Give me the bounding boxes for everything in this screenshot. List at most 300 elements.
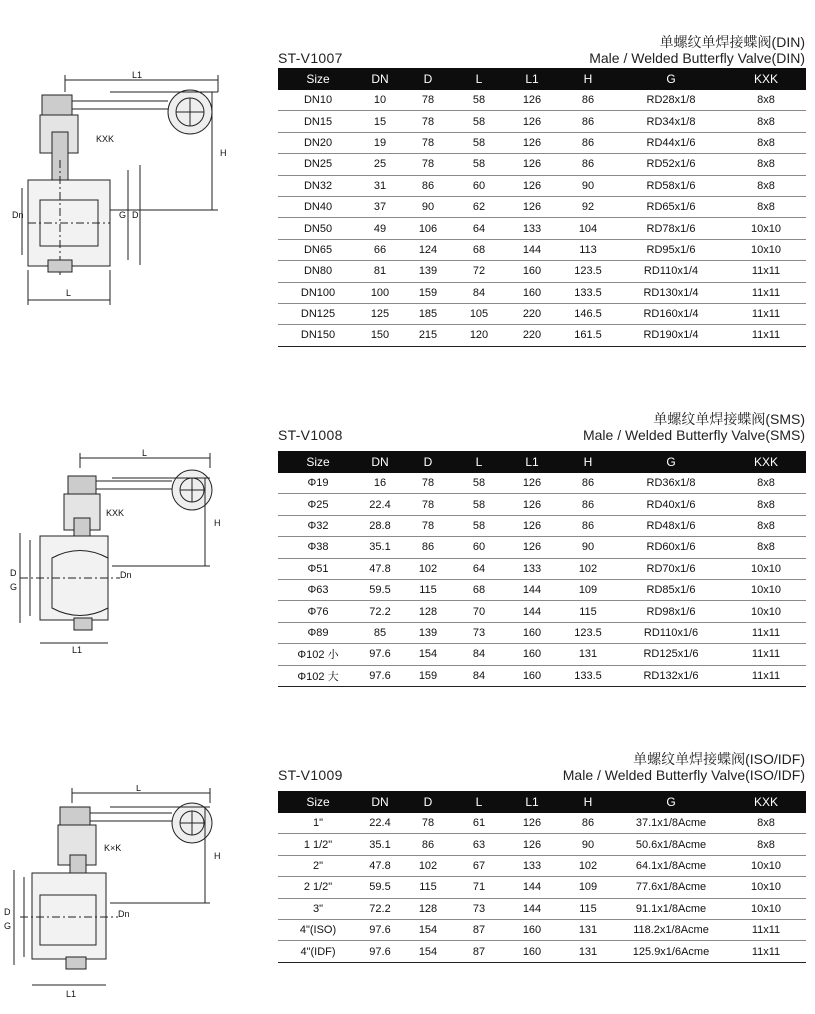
product-code: ST-V1007 bbox=[278, 50, 343, 66]
table-cell: 154 bbox=[402, 941, 454, 962]
table-cell: 4"(IDF) bbox=[278, 941, 358, 962]
table-cell: RD98x1/6 bbox=[616, 601, 726, 622]
column-header: G bbox=[616, 451, 726, 473]
table-cell: 10x10 bbox=[726, 855, 806, 876]
dim-d-label: D bbox=[4, 907, 11, 917]
table-cell: 64.1x1/8Acme bbox=[616, 855, 726, 876]
section-title-en: Male / Welded Butterfly Valve(SMS) bbox=[582, 427, 805, 443]
column-header: L1 bbox=[504, 791, 560, 813]
table-cell: RD44x1/6 bbox=[616, 132, 726, 153]
section-title-cn: 单螺纹单焊接蝶阀(ISO/IDF) bbox=[633, 751, 805, 767]
table-cell: 86 bbox=[560, 813, 616, 834]
table-cell: 115 bbox=[560, 898, 616, 919]
table-cell: 144 bbox=[504, 579, 560, 600]
table-cell: 22.4 bbox=[358, 813, 402, 834]
dim-g-label: G bbox=[10, 582, 18, 592]
table-cell: 68 bbox=[454, 579, 504, 600]
table-cell: RD160x1/4 bbox=[616, 303, 726, 324]
table-cell: 144 bbox=[504, 877, 560, 898]
table-cell: Φ19 bbox=[278, 473, 358, 494]
section-title-en: Male / Welded Butterfly Valve(DIN) bbox=[589, 50, 805, 66]
table-row bbox=[278, 515, 806, 536]
column-header: H bbox=[560, 451, 616, 473]
table-row bbox=[278, 196, 806, 217]
table-cell: DN32 bbox=[278, 175, 358, 196]
table-cell: 161.5 bbox=[560, 325, 616, 346]
section-title-cn: 单螺纹单焊接蝶阀(SMS) bbox=[653, 411, 805, 427]
table-cell: 11x11 bbox=[726, 622, 806, 643]
table-cell: 125.9x1/6Acme bbox=[616, 941, 726, 962]
table-cell: 160 bbox=[504, 622, 560, 643]
table-row bbox=[278, 855, 806, 876]
table-cell: 50.6x1/8Acme bbox=[616, 834, 726, 855]
table-cell: 72 bbox=[454, 261, 504, 282]
table-cell: 126 bbox=[504, 473, 560, 494]
product-code: ST-V1008 bbox=[278, 427, 343, 443]
table-row bbox=[278, 579, 806, 600]
table-row bbox=[278, 665, 806, 686]
table-cell: 126 bbox=[504, 515, 560, 536]
table-cell: 58 bbox=[454, 132, 504, 153]
table-cell: RD28x1/8 bbox=[616, 90, 726, 111]
table-row bbox=[278, 325, 806, 346]
dim-g-label: G bbox=[119, 210, 127, 220]
table-cell: 113 bbox=[560, 239, 616, 260]
table-cell: RD125x1/6 bbox=[616, 644, 726, 665]
table-cell: 102 bbox=[402, 558, 454, 579]
dim-l1-label: L1 bbox=[72, 645, 83, 655]
table-cell: 84 bbox=[454, 665, 504, 686]
table-cell: 49 bbox=[358, 218, 402, 239]
table-cell: 8x8 bbox=[726, 90, 806, 111]
table-cell: DN80 bbox=[278, 261, 358, 282]
table-cell: 123.5 bbox=[560, 261, 616, 282]
column-header: D bbox=[402, 791, 454, 813]
table-cell: 87 bbox=[454, 941, 504, 962]
table-cell: 86 bbox=[560, 515, 616, 536]
table-cell: 10x10 bbox=[726, 239, 806, 260]
column-header: DN bbox=[358, 68, 402, 90]
table-cell: 10 bbox=[358, 90, 402, 111]
table-cell: 84 bbox=[454, 282, 504, 303]
table-cell: RD78x1/6 bbox=[616, 218, 726, 239]
table-header-row bbox=[278, 68, 806, 90]
table-row bbox=[278, 494, 806, 515]
table-cell: Φ89 bbox=[278, 622, 358, 643]
table-cell: 86 bbox=[560, 132, 616, 153]
dim-l1-label: L1 bbox=[66, 989, 77, 999]
table-row bbox=[278, 218, 806, 239]
table-cell: 72.2 bbox=[358, 898, 402, 919]
table-cell: RD110x1/4 bbox=[616, 261, 726, 282]
table-cell: Φ102 大 bbox=[278, 665, 358, 686]
table-cell: 35.1 bbox=[358, 834, 402, 855]
table-cell: 92 bbox=[560, 196, 616, 217]
table-cell: 115 bbox=[402, 877, 454, 898]
table-cell: 11x11 bbox=[726, 261, 806, 282]
table-cell: 126 bbox=[504, 494, 560, 515]
table-cell: RD130x1/4 bbox=[616, 282, 726, 303]
table-cell: 73 bbox=[454, 622, 504, 643]
table-cell: 109 bbox=[560, 579, 616, 600]
table-cell: 150 bbox=[358, 325, 402, 346]
table-cell: 87 bbox=[454, 919, 504, 940]
dim-l-label: L bbox=[136, 785, 142, 793]
table-cell: 220 bbox=[504, 303, 560, 324]
table-cell: 59.5 bbox=[358, 579, 402, 600]
table-cell: 58 bbox=[454, 494, 504, 515]
table-cell: 60 bbox=[454, 537, 504, 558]
table-cell: 11x11 bbox=[726, 919, 806, 940]
table-cell: 10x10 bbox=[726, 877, 806, 898]
table-cell: DN25 bbox=[278, 154, 358, 175]
product-code: ST-V1009 bbox=[278, 767, 343, 783]
table-cell: 126 bbox=[504, 111, 560, 132]
table-row bbox=[278, 941, 806, 962]
table-cell: 144 bbox=[504, 898, 560, 919]
spec-table bbox=[278, 451, 806, 687]
table-cell: 144 bbox=[504, 601, 560, 622]
column-header: KXK bbox=[726, 791, 806, 813]
table-cell: 91.1x1/8Acme bbox=[616, 898, 726, 919]
table-cell: 78 bbox=[402, 515, 454, 536]
column-header: L1 bbox=[504, 68, 560, 90]
table-cell: 144 bbox=[504, 239, 560, 260]
table-cell: 139 bbox=[402, 261, 454, 282]
table-cell: 86 bbox=[560, 494, 616, 515]
table-cell: RD52x1/6 bbox=[616, 154, 726, 175]
dim-d-label: D bbox=[10, 568, 17, 578]
dim-d-label: D bbox=[132, 210, 139, 220]
table-cell: 47.8 bbox=[358, 855, 402, 876]
dim-dn-label: Dn bbox=[12, 210, 24, 220]
table-cell: 81 bbox=[358, 261, 402, 282]
table-cell: 86 bbox=[402, 175, 454, 196]
table-cell: RD65x1/6 bbox=[616, 196, 726, 217]
table-row bbox=[278, 261, 806, 282]
table-cell: 25 bbox=[358, 154, 402, 175]
table-row bbox=[278, 282, 806, 303]
table-cell: 8x8 bbox=[726, 175, 806, 196]
valve-drawing bbox=[0, 70, 240, 310]
table-cell: 126 bbox=[504, 813, 560, 834]
dim-kxk-label: K×K bbox=[104, 843, 122, 853]
table-cell: 67 bbox=[454, 855, 504, 876]
table-cell: 58 bbox=[454, 515, 504, 536]
table-cell: 64 bbox=[454, 558, 504, 579]
table-cell: 123.5 bbox=[560, 622, 616, 643]
table-cell: 86 bbox=[560, 154, 616, 175]
table-cell: 90 bbox=[560, 537, 616, 558]
table-cell: DN150 bbox=[278, 325, 358, 346]
table-cell: 159 bbox=[402, 665, 454, 686]
table-cell: 11x11 bbox=[726, 282, 806, 303]
table-cell: 220 bbox=[504, 325, 560, 346]
table-cell: RD60x1/6 bbox=[616, 537, 726, 558]
table-cell: 160 bbox=[504, 261, 560, 282]
table-cell: 1 1/2" bbox=[278, 834, 358, 855]
table-cell: 15 bbox=[358, 111, 402, 132]
table-cell: 2" bbox=[278, 855, 358, 876]
table-cell: 1" bbox=[278, 813, 358, 834]
table-cell: 16 bbox=[358, 473, 402, 494]
table-cell: 37.1x1/8Acme bbox=[616, 813, 726, 834]
table-cell: Φ76 bbox=[278, 601, 358, 622]
table-row bbox=[278, 813, 806, 834]
table-cell: 160 bbox=[504, 644, 560, 665]
table-cell: 86 bbox=[402, 834, 454, 855]
table-cell: 146.5 bbox=[560, 303, 616, 324]
table-cell: DN15 bbox=[278, 111, 358, 132]
table-cell: 11x11 bbox=[726, 644, 806, 665]
table-row bbox=[278, 834, 806, 855]
column-header: D bbox=[402, 451, 454, 473]
table-cell: Φ102 小 bbox=[278, 644, 358, 665]
table-cell: 106 bbox=[402, 218, 454, 239]
table-cell: 120 bbox=[454, 325, 504, 346]
table-cell: 10x10 bbox=[726, 601, 806, 622]
table-cell: 8x8 bbox=[726, 515, 806, 536]
table-cell: 68 bbox=[454, 239, 504, 260]
table-cell: 85 bbox=[358, 622, 402, 643]
table-cell: 126 bbox=[504, 175, 560, 196]
table-cell: 126 bbox=[504, 196, 560, 217]
table-cell: 78 bbox=[402, 473, 454, 494]
table-cell: 58 bbox=[454, 111, 504, 132]
table-cell: 10x10 bbox=[726, 579, 806, 600]
table-cell: 37 bbox=[358, 196, 402, 217]
table-cell: 10x10 bbox=[726, 898, 806, 919]
valve-drawing bbox=[0, 785, 240, 1005]
table-cell: 22.4 bbox=[358, 494, 402, 515]
table-cell: DN50 bbox=[278, 218, 358, 239]
table-cell: 70 bbox=[454, 601, 504, 622]
table-cell: 11x11 bbox=[726, 303, 806, 324]
table-cell: 60 bbox=[454, 175, 504, 196]
table-header-row bbox=[278, 451, 806, 473]
table-cell: RD110x1/6 bbox=[616, 622, 726, 643]
table-cell: Φ63 bbox=[278, 579, 358, 600]
table-row bbox=[278, 919, 806, 940]
column-header: Size bbox=[278, 791, 358, 813]
table-cell: 8x8 bbox=[726, 834, 806, 855]
column-header: L bbox=[454, 451, 504, 473]
table-row bbox=[278, 132, 806, 153]
dim-dn-label: Dn bbox=[120, 570, 132, 580]
table-cell: 78 bbox=[402, 813, 454, 834]
table-cell: 160 bbox=[504, 941, 560, 962]
table-cell: 100 bbox=[358, 282, 402, 303]
table-cell: 71 bbox=[454, 877, 504, 898]
table-cell: 131 bbox=[560, 941, 616, 962]
table-cell: 118.2x1/8Acme bbox=[616, 919, 726, 940]
table-cell: 86 bbox=[402, 537, 454, 558]
table-cell: DN125 bbox=[278, 303, 358, 324]
table-cell: 90 bbox=[402, 196, 454, 217]
column-header: KXK bbox=[726, 68, 806, 90]
table-row bbox=[278, 537, 806, 558]
table-cell: Φ38 bbox=[278, 537, 358, 558]
column-header: Size bbox=[278, 451, 358, 473]
table-row bbox=[278, 558, 806, 579]
table-cell: RD95x1/6 bbox=[616, 239, 726, 260]
table-cell: 105 bbox=[454, 303, 504, 324]
table-cell: 58 bbox=[454, 90, 504, 111]
table-cell: 58 bbox=[454, 154, 504, 175]
table-body bbox=[278, 90, 806, 346]
dim-l-label: L bbox=[142, 448, 148, 458]
table-cell: DN10 bbox=[278, 90, 358, 111]
table-cell: 78 bbox=[402, 494, 454, 515]
table-cell: 84 bbox=[454, 644, 504, 665]
table-cell: 73 bbox=[454, 898, 504, 919]
table-cell: DN20 bbox=[278, 132, 358, 153]
table-cell: 86 bbox=[560, 111, 616, 132]
table-cell: 8x8 bbox=[726, 537, 806, 558]
table-cell: 133.5 bbox=[560, 282, 616, 303]
table-cell: DN100 bbox=[278, 282, 358, 303]
column-header: Size bbox=[278, 68, 358, 90]
table-cell: 78 bbox=[402, 90, 454, 111]
column-header: L bbox=[454, 68, 504, 90]
table-cell: 77.6x1/8Acme bbox=[616, 877, 726, 898]
column-header: D bbox=[402, 68, 454, 90]
table-cell: 31 bbox=[358, 175, 402, 196]
table-cell: 62 bbox=[454, 196, 504, 217]
table-cell: 133 bbox=[504, 218, 560, 239]
dim-l1-label: L1 bbox=[132, 70, 143, 80]
table-cell: 133 bbox=[504, 558, 560, 579]
table-cell: 160 bbox=[504, 282, 560, 303]
table-cell: 115 bbox=[560, 601, 616, 622]
column-header: KXK bbox=[726, 451, 806, 473]
table-row bbox=[278, 601, 806, 622]
table-row bbox=[278, 644, 806, 665]
table-cell: 8x8 bbox=[726, 813, 806, 834]
table-cell: 86 bbox=[560, 473, 616, 494]
valve-drawing bbox=[0, 448, 240, 658]
table-cell: 8x8 bbox=[726, 111, 806, 132]
table-cell: 2 1/2" bbox=[278, 877, 358, 898]
table-cell: 47.8 bbox=[358, 558, 402, 579]
section-title-en: Male / Welded Butterfly Valve(ISO/IDF) bbox=[562, 767, 805, 783]
table-cell: RD85x1/6 bbox=[616, 579, 726, 600]
column-header: L1 bbox=[504, 451, 560, 473]
spec-table bbox=[278, 68, 806, 347]
table-cell: 102 bbox=[402, 855, 454, 876]
table-cell: 124 bbox=[402, 239, 454, 260]
dim-h-label: H bbox=[214, 851, 221, 861]
table-cell: 102 bbox=[560, 558, 616, 579]
table-cell: RD190x1/4 bbox=[616, 325, 726, 346]
spec-table bbox=[278, 791, 806, 963]
dim-dn-label: Dn bbox=[118, 909, 130, 919]
column-header: H bbox=[560, 791, 616, 813]
table-cell: 131 bbox=[560, 644, 616, 665]
table-row bbox=[278, 877, 806, 898]
table-cell: 63 bbox=[454, 834, 504, 855]
dim-h-label: H bbox=[214, 518, 221, 528]
dim-l-label: L bbox=[66, 288, 72, 298]
table-cell: 8x8 bbox=[726, 494, 806, 515]
table-cell: 126 bbox=[504, 154, 560, 175]
table-cell: 139 bbox=[402, 622, 454, 643]
table-cell: 126 bbox=[504, 90, 560, 111]
column-header: H bbox=[560, 68, 616, 90]
table-cell: DN40 bbox=[278, 196, 358, 217]
table-cell: Φ25 bbox=[278, 494, 358, 515]
table-cell: 128 bbox=[402, 601, 454, 622]
table-row bbox=[278, 303, 806, 324]
table-cell: 28.8 bbox=[358, 515, 402, 536]
table-cell: RD40x1/6 bbox=[616, 494, 726, 515]
table-row bbox=[278, 473, 806, 494]
table-cell: 58 bbox=[454, 473, 504, 494]
table-cell: 185 bbox=[402, 303, 454, 324]
table-cell: 109 bbox=[560, 877, 616, 898]
table-cell: 8x8 bbox=[726, 154, 806, 175]
table-cell: 8x8 bbox=[726, 132, 806, 153]
table-cell: 128 bbox=[402, 898, 454, 919]
table-cell: 126 bbox=[504, 834, 560, 855]
table-cell: DN65 bbox=[278, 239, 358, 260]
table-cell: 133 bbox=[504, 855, 560, 876]
table-row bbox=[278, 154, 806, 175]
table-cell: 97.6 bbox=[358, 644, 402, 665]
dim-kxk-label: KXK bbox=[96, 134, 115, 144]
table-cell: 133.5 bbox=[560, 665, 616, 686]
table-cell: 3" bbox=[278, 898, 358, 919]
table-cell: 8x8 bbox=[726, 196, 806, 217]
table-row bbox=[278, 175, 806, 196]
table-cell: 131 bbox=[560, 919, 616, 940]
table-cell: 115 bbox=[402, 579, 454, 600]
table-cell: RD70x1/6 bbox=[616, 558, 726, 579]
table-cell: 159 bbox=[402, 282, 454, 303]
table-cell: RD58x1/6 bbox=[616, 175, 726, 196]
section-title-cn: 单螺纹单焊接蝶阀(DIN) bbox=[659, 34, 805, 50]
table-cell: 10x10 bbox=[726, 558, 806, 579]
dim-h-label: H bbox=[220, 148, 227, 158]
table-cell: Φ32 bbox=[278, 515, 358, 536]
table-row bbox=[278, 90, 806, 111]
table-cell: 10x10 bbox=[726, 218, 806, 239]
table-cell: 90 bbox=[560, 834, 616, 855]
table-cell: RD48x1/6 bbox=[616, 515, 726, 536]
table-cell: 59.5 bbox=[358, 877, 402, 898]
dim-kxk-label: KXK bbox=[106, 508, 125, 518]
table-row bbox=[278, 622, 806, 643]
table-cell: Φ51 bbox=[278, 558, 358, 579]
table-cell: RD36x1/8 bbox=[616, 473, 726, 494]
table-body bbox=[278, 473, 806, 686]
table-header-row bbox=[278, 791, 806, 813]
table-cell: 8x8 bbox=[726, 473, 806, 494]
column-header: G bbox=[616, 791, 726, 813]
table-cell: 126 bbox=[504, 132, 560, 153]
table-cell: 97.6 bbox=[358, 665, 402, 686]
table-cell: 104 bbox=[560, 218, 616, 239]
table-cell: 215 bbox=[402, 325, 454, 346]
column-header: DN bbox=[358, 451, 402, 473]
table-cell: 125 bbox=[358, 303, 402, 324]
table-cell: RD34x1/8 bbox=[616, 111, 726, 132]
table-cell: 97.6 bbox=[358, 941, 402, 962]
column-header: L bbox=[454, 791, 504, 813]
column-header: G bbox=[616, 68, 726, 90]
table-cell: 90 bbox=[560, 175, 616, 196]
table-cell: 4"(ISO) bbox=[278, 919, 358, 940]
